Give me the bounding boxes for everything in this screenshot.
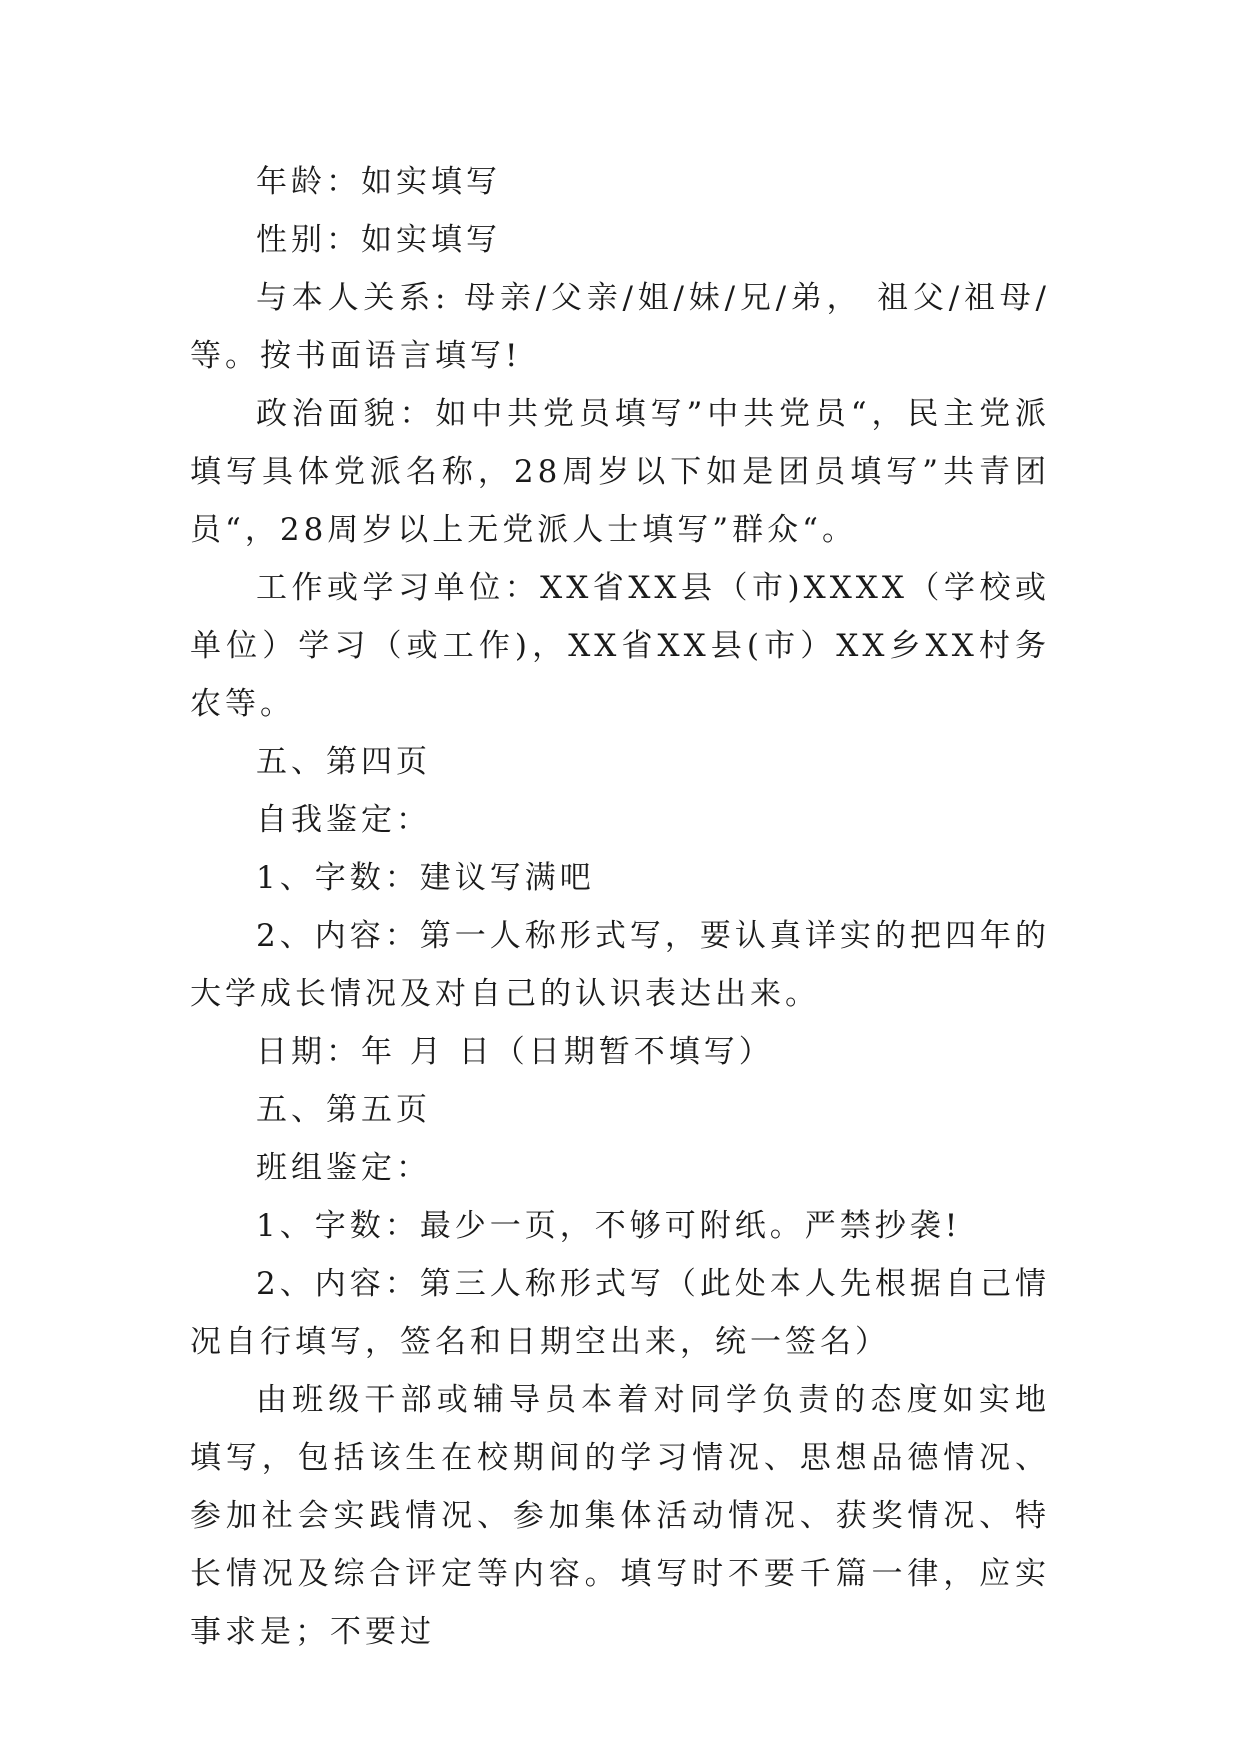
paragraph-self-content: 2、内容：第一人称形式写，要认真详实的把四年的大学成长情况及对自己的认识表达出来。 [190,918,1050,1012]
paragraph-self-word-count: 1、字数：建议写满吧 [256,860,595,896]
paragraph-relationship: 与本人关系: 母亲/父亲/姐/妹/兄/弟， 祖父/祖母/等。按书面语言填写! [190,280,1050,374]
paragraph-class-guidance: 由班级干部或辅导员本着对同学负责的态度如实地填写，包括该生在校期间的学习情况、思想品德情况、参加社会实践情况、参加集体活动情况、获奖情况、特长情况及综合评定等内容。填写时不要千篇一律，应实事求是；不要过 [190,1382,1050,1650]
paragraph-age: 年龄：如实填写 [256,164,501,200]
paragraph-class-evaluation: 班组鉴定： [256,1150,431,1186]
paragraph-self-evaluation: 自我鉴定： [256,802,431,838]
paragraph-gender: 性别：如实填写 [256,222,501,258]
document-body [190,153,1050,1661]
section-heading-page-four: 五、第四页 [256,744,431,780]
section-heading-page-five: 五、第五页 [256,1092,431,1128]
paragraph-work-unit: 工作或学习单位：XX省XX县（市)XXXX（学校或单位）学习（或工作)，XX省XX县(市）XX乡XX村务农等。 [190,570,1050,722]
paragraph-political-status: 政治面貌：如中共党员填写”中共党员“，民主党派填写具体党派名称，28周岁以下如是团员填写”共青团员“，28周岁以上无党派人士填写”群众“。 [190,396,1050,548]
paragraph-date: 日期：年 月 日（日期暂不填写） [256,1034,774,1070]
paragraph-class-word-count: 1、字数：最少一页，不够可附纸。严禁抄袭! [256,1208,962,1244]
paragraph-class-content: 2、内容：第三人称形式写（此处本人先根据自己情况自行填写，签名和日期空出来，统一签名） [190,1266,1050,1360]
